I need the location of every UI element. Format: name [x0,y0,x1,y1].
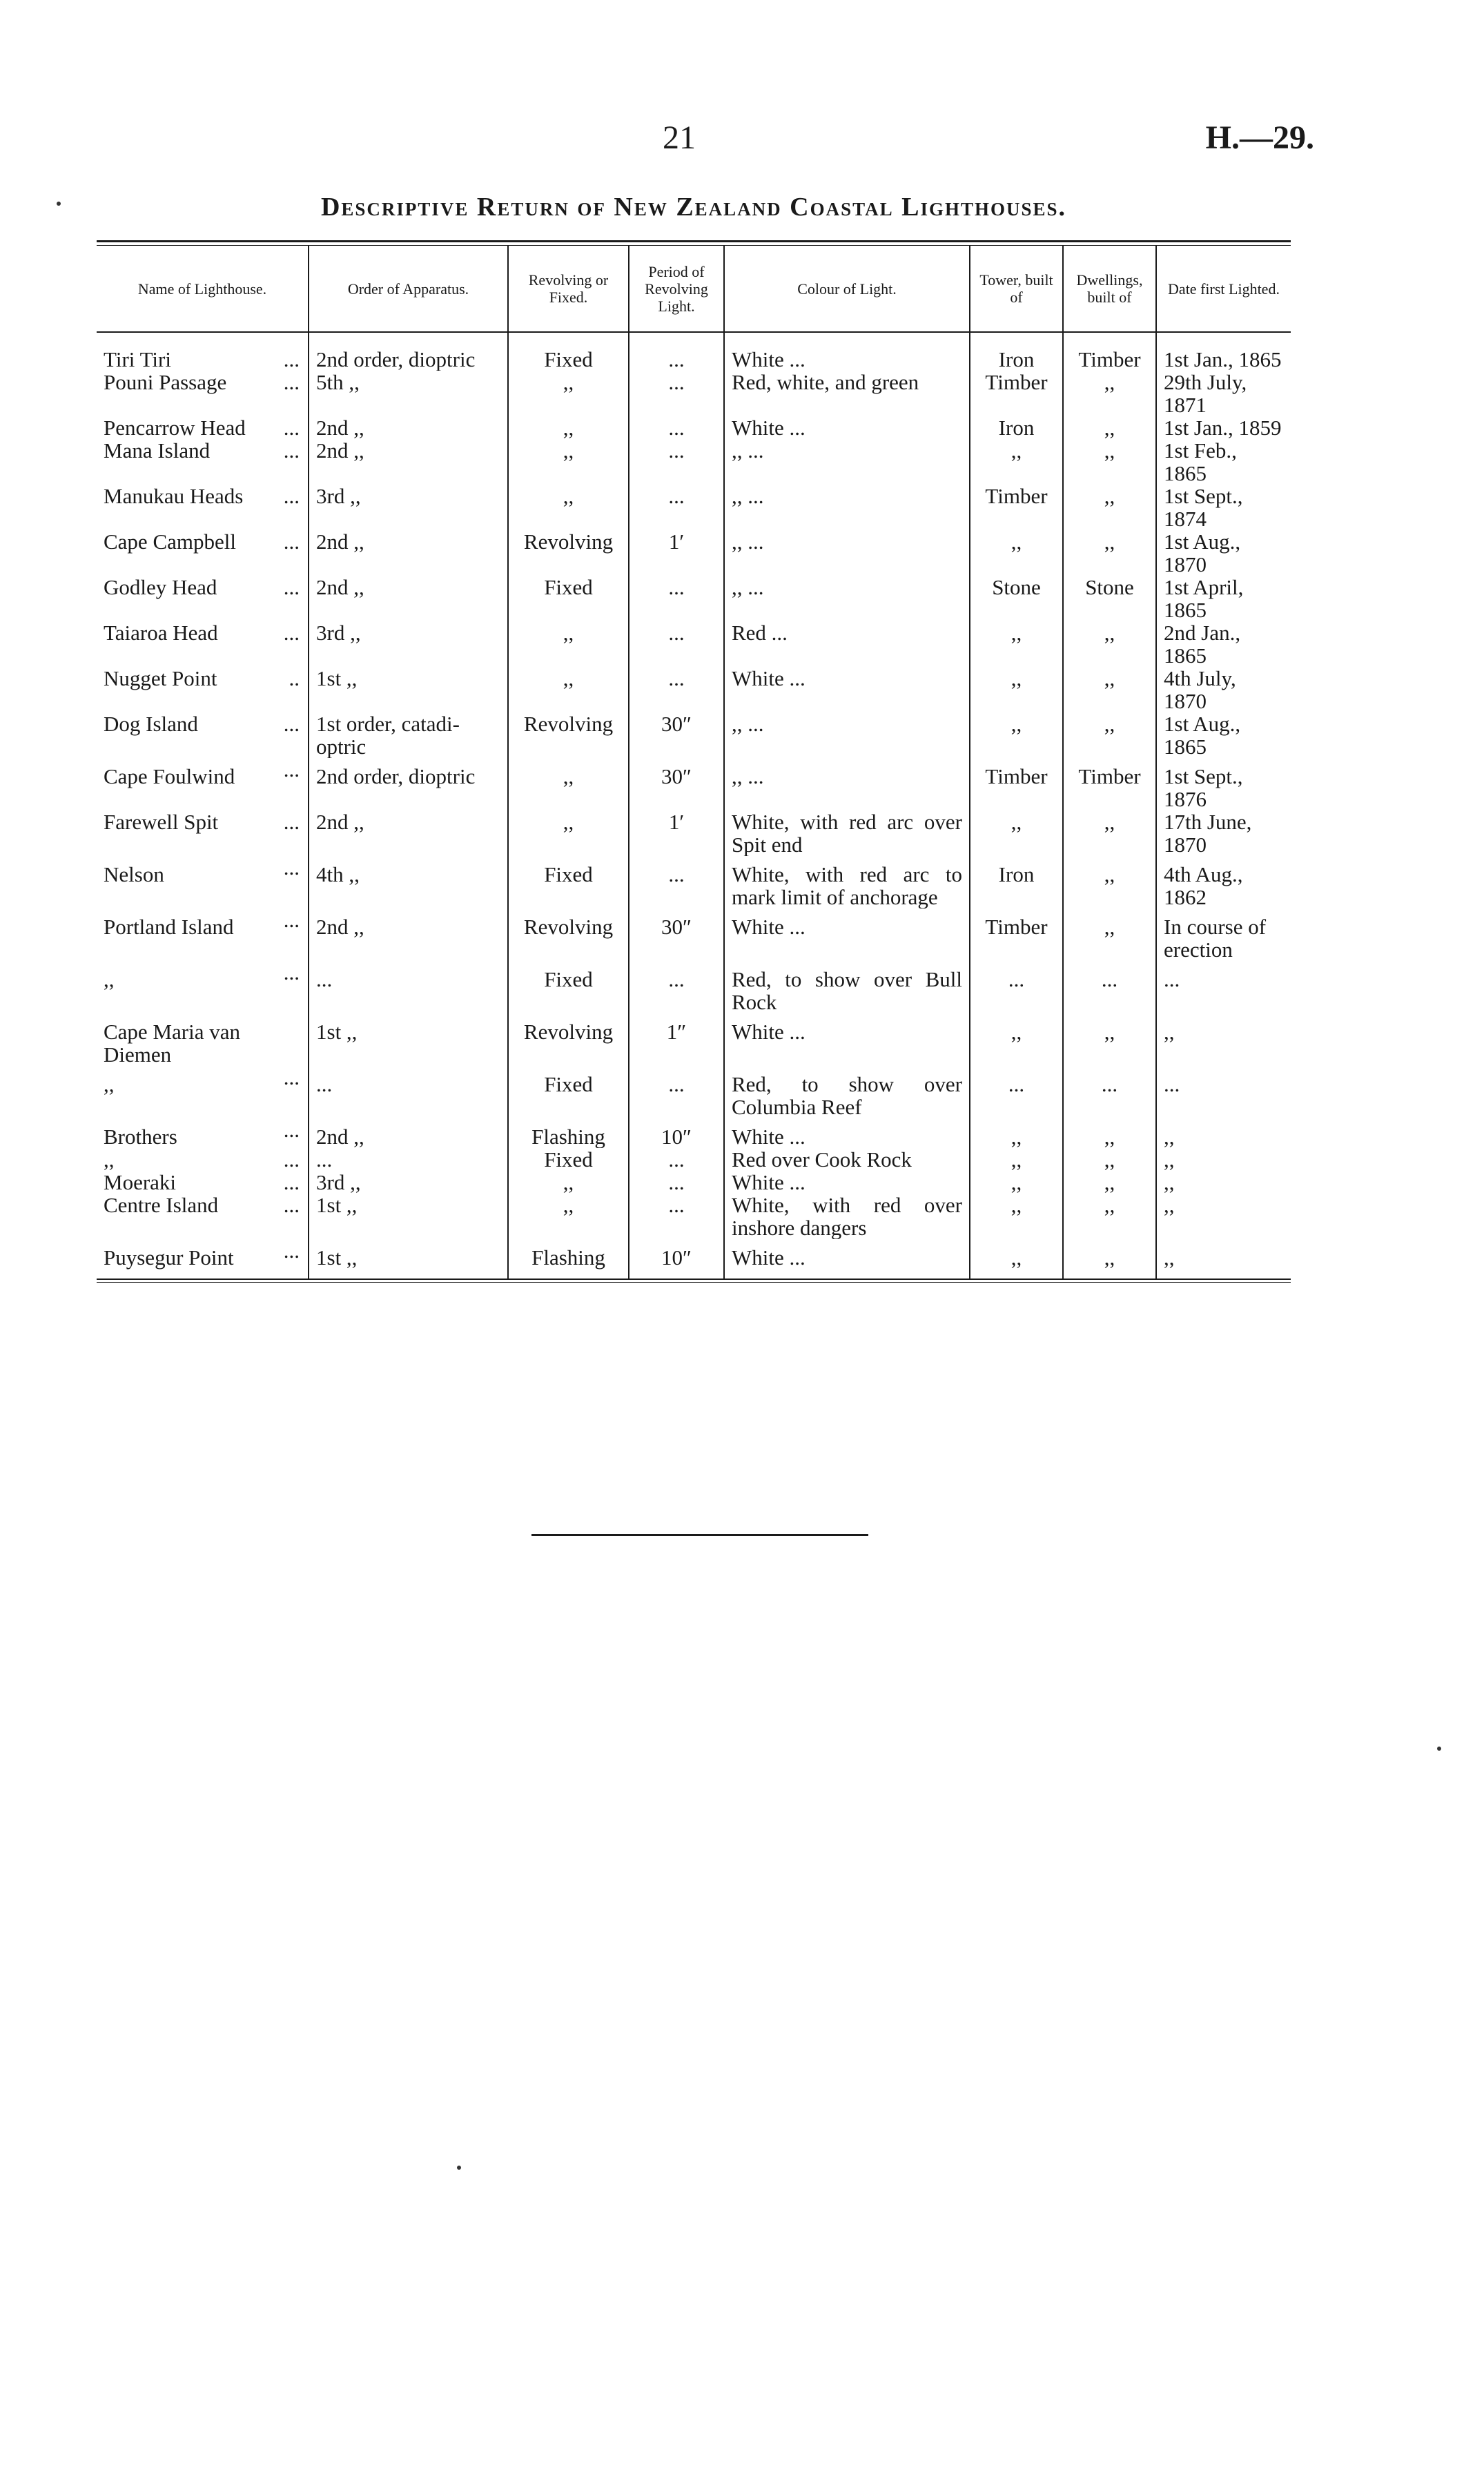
spacer-cell [629,332,724,348]
cell-period: ... [629,485,724,530]
cell-name [97,1171,309,1194]
cell-dwellings: ,, [1063,530,1156,576]
cell-date: ,, [1156,1013,1291,1066]
cell-tower: ,, [970,530,1063,576]
cell-order: 2nd order, dioptric [309,348,508,371]
lighthouse-name: Puysegur Point [104,1245,234,1270]
cell-name [97,1118,309,1148]
cell-colour: White, with red over inshore dangers [724,1194,970,1239]
cell-period: 30″ [629,758,724,810]
table-row [97,1066,1291,1118]
cell-order: 3rd ,, [309,1171,508,1194]
spacer-cell [970,332,1063,348]
table-top-rule [97,240,1291,246]
cell-name [97,348,309,371]
cell-name [97,712,309,758]
leader-dots: ... [283,1118,300,1142]
cell-date: 4th July, 1870 [1156,667,1291,712]
cell-period: ... [629,1066,724,1118]
cell-period: 30″ [629,712,724,758]
cell-tower: Stone [970,576,1063,621]
cell-date: ,, [1156,1194,1291,1239]
leader-dots: ... [283,856,300,879]
lighthouse-name: Nugget Point [104,667,217,690]
cell-dwellings: ,, [1063,712,1156,758]
cell-order: 5th ,, [309,371,508,416]
cell-dwellings: ,, [1063,416,1156,439]
cell-date: 2nd Jan., 1865 [1156,621,1291,667]
table-spacer-row [97,332,1291,348]
leader-dots: ... [283,1148,300,1171]
cell-order: 2nd ,, [309,439,508,485]
spacer-cell [309,332,508,348]
cell-dwellings: ,, [1063,1118,1156,1148]
cell-colour: ,, ... [724,530,970,576]
leader-dots: .. [289,667,300,690]
cell-tower: ,, [970,1171,1063,1194]
cell-dwellings: ,, [1063,1148,1156,1171]
column-header: Revolving or Fixed. [508,246,629,332]
cell-name [97,856,309,908]
cell-dwellings: ,, [1063,667,1156,712]
table-row [97,485,1291,530]
cell-date: 1st April, 1865 [1156,576,1291,621]
lighthouse-name: Moeraki [104,1171,177,1194]
table-row [97,758,1291,810]
cell-colour: Red over Cook Rock [724,1148,970,1171]
cell-colour: White ... [724,1013,970,1066]
leader-dots: ... [283,371,300,394]
cell-date: ... [1156,961,1291,1013]
column-header: Date first Lighted. [1156,246,1291,332]
table-row [97,856,1291,908]
cell-date: ... [1156,1066,1291,1118]
lighthouse-name: Brothers [104,1125,177,1148]
cell-colour: Red, to show over Columbia Reef [724,1066,970,1118]
table-row [97,1148,1291,1171]
cell-period: 1″ [629,1013,724,1066]
table-row [97,1239,1291,1279]
cell-type: ,, [508,1171,629,1194]
cell-date: 1st Jan., 1859 [1156,416,1291,439]
table-row [97,1118,1291,1148]
cell-tower: ... [970,961,1063,1013]
cell-tower: Timber [970,908,1063,961]
cell-order: 3rd ,, [309,485,508,530]
document-reference: H.—29. [1205,119,1314,156]
table-row [97,908,1291,961]
cell-date: ,, [1156,1118,1291,1148]
cell-period: 10″ [629,1118,724,1148]
cell-name [97,810,309,856]
cell-order: 1st ,, [309,1194,508,1239]
cell-tower: ,, [970,1239,1063,1279]
cell-dwellings: ,, [1063,371,1156,416]
table-row [97,667,1291,712]
leader-dots: ... [283,758,300,781]
section-end-rule [531,1534,868,1536]
cell-type: Revolving [508,712,629,758]
table-row [97,712,1291,758]
table-row [97,1194,1291,1239]
cell-dwellings: Stone [1063,576,1156,621]
cell-order: 2nd ,, [309,416,508,439]
cell-type: Fixed [508,961,629,1013]
lighthouse-name: Nelson [104,862,164,886]
cell-tower: ,, [970,712,1063,758]
lighthouse-table [97,246,1291,1279]
cell-colour: ,, ... [724,576,970,621]
spacer-cell [1063,332,1156,348]
cell-period: ... [629,621,724,667]
cell-colour: White, with red arc to mark limit of anchorage [724,856,970,908]
cell-type: Fixed [508,348,629,371]
lighthouse-name: Pouni Passage [104,371,227,394]
cell-name [97,1239,309,1279]
cell-name [97,667,309,712]
cell-order: 1st ,, [309,1013,508,1066]
cell-type: ,, [508,758,629,810]
lighthouse-name: Dog Island [104,712,198,736]
cell-date: 1st Feb., 1865 [1156,439,1291,485]
cell-tower: Iron [970,348,1063,371]
cell-tower: Iron [970,856,1063,908]
column-header: Dwellings, built of [1063,246,1156,332]
cell-colour: Red ... [724,621,970,667]
cell-date: 1st Aug., 1870 [1156,530,1291,576]
leader-dots: ... [283,961,300,984]
cell-name [97,621,309,667]
scan-speck [57,202,61,206]
table-row [97,961,1291,1013]
cell-colour: ,, ... [724,439,970,485]
cell-type: ,, [508,439,629,485]
cell-colour: White, with red arc over Spit end [724,810,970,856]
cell-dwellings: ... [1063,961,1156,1013]
page-title: Descriptive Return of New Zealand Coastal Lighthouses. [320,193,1067,222]
cell-tower: ,, [970,621,1063,667]
cell-colour: White ... [724,348,970,371]
cell-name [97,416,309,439]
lighthouse-name: Manukau Heads [104,485,244,508]
table-row [97,1171,1291,1194]
table-row [97,439,1291,485]
cell-period: 10″ [629,1239,724,1279]
cell-colour: White ... [724,416,970,439]
cell-order: 3rd ,, [309,621,508,667]
cell-type: ,, [508,485,629,530]
leader-dots: ... [283,810,300,834]
leader-dots: ... [283,416,300,439]
cell-type: Fixed [508,576,629,621]
cell-period: 30″ [629,908,724,961]
cell-tower: Iron [970,416,1063,439]
cell-order: ... [309,961,508,1013]
leader-dots: ... [283,1194,300,1217]
lighthouse-name: Cape Foulwind [104,764,235,788]
cell-dwellings: Timber [1063,348,1156,371]
cell-name [97,1013,309,1066]
cell-type: Revolving [508,1013,629,1066]
cell-period: 1′ [629,530,724,576]
leader-dots: ... [283,576,300,599]
lighthouse-name: Centre Island [104,1194,219,1217]
cell-type: ,, [508,667,629,712]
cell-date: ,, [1156,1171,1291,1194]
lighthouse-name: ,, [104,1072,115,1096]
cell-date: In course of erection [1156,908,1291,961]
cell-type: Revolving [508,530,629,576]
cell-tower: ,, [970,667,1063,712]
cell-tower: ... [970,1066,1063,1118]
cell-type: ,, [508,371,629,416]
cell-name [97,371,309,416]
leader-dots: ... [283,1239,300,1263]
table-bottom-rule [97,1279,1291,1283]
table-row [97,348,1291,371]
column-header: Tower, built of [970,246,1063,332]
lighthouse-name: Portland Island [104,915,234,939]
cell-name [97,758,309,810]
cell-name [97,1194,309,1239]
cell-dwellings: ,, [1063,810,1156,856]
cell-type: Fixed [508,1148,629,1171]
spacer-cell [97,332,309,348]
cell-order: 1st order, catadi-optric [309,712,508,758]
cell-type: Fixed [508,856,629,908]
leader-dots: ... [283,348,300,371]
cell-dwellings: ,, [1063,1013,1156,1066]
cell-period: ... [629,348,724,371]
column-header: Order of Apparatus. [309,246,508,332]
cell-type: Revolving [508,908,629,961]
cell-order: 1st ,, [309,667,508,712]
lighthouse-name: Cape Campbell [104,530,236,554]
cell-period: ... [629,576,724,621]
cell-period: ... [629,416,724,439]
cell-dwellings: ... [1063,1066,1156,1118]
cell-tower: ,, [970,1118,1063,1148]
cell-period: ... [629,439,724,485]
cell-date: 1st Jan., 1865 [1156,348,1291,371]
table-row [97,371,1291,416]
cell-type: ,, [508,416,629,439]
cell-name [97,908,309,961]
cell-dwellings: ,, [1063,485,1156,530]
cell-date: 17th June, 1870 [1156,810,1291,856]
cell-tower: ,, [970,1148,1063,1171]
cell-name [97,1066,309,1118]
cell-dwellings: ,, [1063,1171,1156,1194]
cell-colour: ,, ... [724,758,970,810]
lighthouse-name: Mana Island [104,439,211,463]
column-header: Name of Lighthouse. [97,246,309,332]
cell-period: ... [629,1194,724,1239]
cell-order: ... [309,1148,508,1171]
spacer-cell [508,332,629,348]
table-body [97,332,1291,1279]
cell-colour: White ... [724,667,970,712]
cell-colour: White ... [724,908,970,961]
page-number: 21 [663,119,696,156]
cell-tower: Timber [970,371,1063,416]
cell-tower: Timber [970,758,1063,810]
table-row [97,530,1291,576]
spacer-cell [724,332,970,348]
table-row [97,1013,1291,1066]
cell-period: ... [629,667,724,712]
cell-date: ,, [1156,1239,1291,1279]
cell-tower: ,, [970,1194,1063,1239]
leader-dots: ... [283,1171,300,1194]
cell-period: ... [629,371,724,416]
cell-tower: ,, [970,439,1063,485]
leader-dots: ... [283,712,300,736]
cell-colour: Red, white, and green [724,371,970,416]
cell-name [97,576,309,621]
lighthouse-name: Godley Head [104,576,217,599]
cell-order: 2nd ,, [309,810,508,856]
lighthouse-name: Pencarrow Head [104,416,246,439]
cell-type: ,, [508,810,629,856]
cell-colour: White ... [724,1118,970,1148]
cell-period: ... [629,1148,724,1171]
cell-period: ... [629,856,724,908]
cell-dwellings: ,, [1063,439,1156,485]
cell-colour: White ... [724,1171,970,1194]
table-row [97,621,1291,667]
cell-type: ,, [508,621,629,667]
scan-speck [457,2166,461,2170]
cell-colour: ,, ... [724,712,970,758]
cell-tower: Timber [970,485,1063,530]
cell-date: ,, [1156,1148,1291,1171]
lighthouse-name: Cape Maria van Diemen [104,1020,240,1066]
cell-type: Flashing [508,1239,629,1279]
lighthouse-name: Taiaroa Head [104,621,218,645]
leader-dots: ... [283,485,300,508]
leader-dots: ... [283,530,300,554]
cell-type: Fixed [508,1066,629,1118]
spacer-cell [1156,332,1291,348]
cell-colour: ,, ... [724,485,970,530]
lighthouse-name: Farewell Spit [104,810,219,834]
lighthouse-table-container [97,240,1291,1283]
table-row [97,416,1291,439]
cell-date: 1st Sept., 1876 [1156,758,1291,810]
cell-order: 2nd ,, [309,1118,508,1148]
cell-name [97,485,309,530]
cell-dwellings: ,, [1063,1194,1156,1239]
lighthouse-name: ,, [104,967,115,991]
table-row [97,576,1291,621]
cell-name [97,439,309,485]
cell-order: ... [309,1066,508,1118]
cell-dwellings: ,, [1063,856,1156,908]
cell-order: 2nd ,, [309,530,508,576]
cell-colour: White ... [724,1239,970,1279]
column-header: Period of Revolving Light. [629,246,724,332]
cell-date: 1st Sept., 1874 [1156,485,1291,530]
cell-dwellings: Timber [1063,758,1156,810]
cell-tower: ,, [970,1013,1063,1066]
cell-colour: Red, to show over Bull Rock [724,961,970,1013]
cell-order: 1st ,, [309,1239,508,1279]
cell-dwellings: ,, [1063,1239,1156,1279]
cell-type: ,, [508,1194,629,1239]
cell-period: ... [629,1171,724,1194]
cell-order: 4th ,, [309,856,508,908]
cell-period: ... [629,961,724,1013]
lighthouse-name: Tiri Tiri [104,348,171,371]
column-header: Colour of Light. [724,246,970,332]
cell-name [97,1148,309,1171]
leader-dots: ... [283,908,300,932]
cell-name [97,530,309,576]
leader-dots: ... [283,1066,300,1089]
leader-dots: ... [283,621,300,645]
cell-dwellings: ,, [1063,621,1156,667]
cell-dwellings: ,, [1063,908,1156,961]
cell-type: Flashing [508,1118,629,1148]
cell-order: 2nd ,, [309,908,508,961]
leader-dots: ... [283,439,300,463]
scan-speck [1437,1747,1441,1751]
cell-date: 4th Aug., 1862 [1156,856,1291,908]
table-header-row [97,246,1291,332]
lighthouse-name: ,, [104,1148,115,1171]
cell-order: 2nd order, dioptric [309,758,508,810]
table-row [97,810,1291,856]
cell-period: 1′ [629,810,724,856]
cell-date: 1st Aug., 1865 [1156,712,1291,758]
cell-tower: ,, [970,810,1063,856]
cell-date: 29th July, 1871 [1156,371,1291,416]
cell-name [97,961,309,1013]
cell-order: 2nd ,, [309,576,508,621]
